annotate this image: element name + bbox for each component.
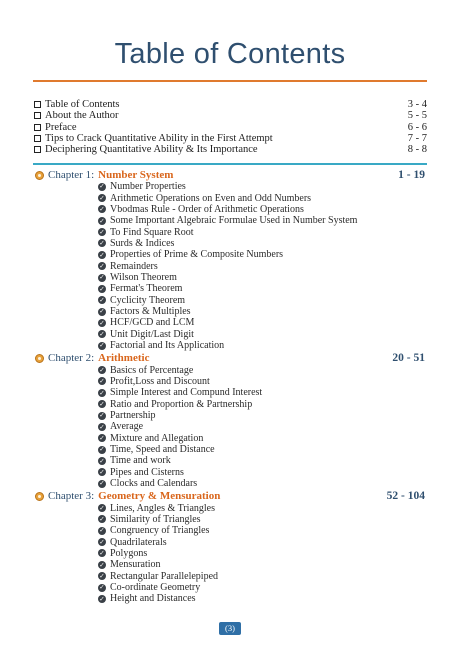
check-icon: ✓ bbox=[99, 594, 105, 603]
topic-item[interactable] bbox=[35, 317, 425, 328]
topic-label: Basics of Percentage bbox=[110, 364, 194, 376]
chapter-1-heading[interactable] bbox=[35, 168, 425, 182]
topic-label: Properties of Prime & Composite Numbers bbox=[110, 249, 284, 261]
topic-item[interactable] bbox=[35, 272, 425, 283]
topic-label: Arithmetic Operations on Even and Odd Numbers bbox=[110, 192, 312, 204]
topic-item[interactable] bbox=[35, 295, 425, 306]
topic-label: Similarity of Triangles bbox=[110, 513, 201, 525]
check-icon: ✓ bbox=[99, 330, 105, 339]
check-icon: ✓ bbox=[99, 560, 105, 569]
checkbox-icon bbox=[34, 101, 41, 108]
topic-label: Mixture and Allegation bbox=[110, 432, 204, 444]
check-icon: ✓ bbox=[99, 307, 105, 316]
checkbox-icon bbox=[34, 112, 41, 119]
topic-label: Height and Distances bbox=[110, 593, 196, 605]
check-icon: ✓ bbox=[99, 296, 105, 305]
chapter-pages: 1 - 19 bbox=[398, 169, 425, 181]
check-icon: ✓ bbox=[99, 250, 105, 259]
topic-item[interactable] bbox=[35, 181, 425, 192]
check-icon: ✓ bbox=[99, 422, 105, 431]
check-icon: ✓ bbox=[99, 239, 105, 248]
front-matter-item[interactable] bbox=[34, 144, 427, 155]
topic-label: Polygons bbox=[110, 547, 148, 559]
chapter-pages: 52 - 104 bbox=[386, 490, 425, 503]
topic-item[interactable] bbox=[35, 376, 425, 387]
check-icon: ✓ bbox=[99, 377, 105, 386]
topic-item[interactable] bbox=[35, 340, 425, 351]
page-title: Table of Contents bbox=[114, 38, 346, 70]
topic-label: Factorial and Its Application bbox=[110, 340, 225, 352]
topic-item[interactable] bbox=[35, 226, 425, 237]
chapter-label: Chapter 2: bbox=[48, 352, 95, 365]
check-icon: ✓ bbox=[99, 526, 105, 535]
topic-item[interactable] bbox=[35, 593, 425, 604]
topic-label: HCF/GCD and LCM bbox=[110, 317, 195, 329]
topic-label: Vbodmas Rule - Order of Arithmetic Operations bbox=[110, 203, 304, 215]
check-icon: ✓ bbox=[99, 261, 105, 270]
topic-item[interactable] bbox=[35, 249, 425, 260]
front-matter-label: Tips to Crack Quantitative Ability in the First Attempt bbox=[45, 133, 273, 145]
topic-item[interactable] bbox=[35, 238, 425, 249]
chapter-label: Chapter 1: bbox=[48, 169, 95, 181]
check-icon: ✓ bbox=[99, 468, 105, 477]
chapter-label: Chapter 3: bbox=[48, 490, 95, 503]
check-icon: ✓ bbox=[99, 445, 105, 454]
chapter-bullet-icon bbox=[35, 171, 44, 180]
topic-label: Lines, Angles & Triangles bbox=[110, 502, 216, 514]
front-matter-label: Table of Contents bbox=[45, 99, 120, 111]
check-icon: ✓ bbox=[99, 227, 105, 236]
checkbox-icon bbox=[34, 146, 41, 153]
chapter-pages: 20 - 51 bbox=[392, 352, 425, 365]
topic-label: Average bbox=[110, 421, 144, 433]
topic-item[interactable] bbox=[35, 204, 425, 215]
front-matter-item[interactable] bbox=[34, 110, 427, 121]
topic-item[interactable] bbox=[35, 502, 425, 513]
topic-label: Cyclicity Theorem bbox=[110, 294, 186, 306]
title-underline bbox=[33, 80, 427, 82]
check-icon: ✓ bbox=[99, 456, 105, 465]
topic-label: Wilson Theorem bbox=[110, 272, 177, 284]
front-matter-pages: 7 - 7 bbox=[407, 133, 427, 145]
check-icon: ✓ bbox=[99, 515, 105, 524]
topic-label: Simple Interest and Compund Interest bbox=[110, 387, 263, 399]
topic-item[interactable] bbox=[35, 514, 425, 525]
check-icon: ✓ bbox=[99, 411, 105, 420]
check-icon: ✓ bbox=[99, 571, 105, 580]
front-matter-item[interactable] bbox=[34, 99, 427, 110]
check-icon: ✓ bbox=[99, 182, 105, 191]
topic-item[interactable] bbox=[35, 444, 425, 455]
topic-item[interactable] bbox=[35, 536, 425, 547]
topic-item[interactable] bbox=[35, 261, 425, 272]
check-icon: ✓ bbox=[99, 479, 105, 488]
chapter-title: Geometry & Mensuration bbox=[98, 490, 221, 503]
topic-item[interactable] bbox=[35, 410, 425, 421]
front-matter-label: Preface bbox=[45, 121, 77, 133]
topic-label: Fermat's Theorem bbox=[110, 283, 183, 295]
topic-item[interactable] bbox=[35, 306, 425, 317]
front-matter-item[interactable] bbox=[34, 122, 427, 133]
check-icon: ✓ bbox=[99, 273, 105, 282]
check-icon: ✓ bbox=[99, 318, 105, 327]
topic-item[interactable] bbox=[35, 467, 425, 478]
front-matter-pages: 8 - 8 bbox=[407, 144, 427, 156]
topic-label: Some Important Algebraic Formulae Used in Number System bbox=[110, 215, 358, 227]
topic-label: Remainders bbox=[110, 260, 158, 272]
check-icon: ✓ bbox=[99, 193, 105, 202]
topic-item[interactable] bbox=[35, 478, 425, 489]
check-icon: ✓ bbox=[99, 503, 105, 512]
front-matter-item[interactable] bbox=[34, 133, 427, 144]
topic-item[interactable] bbox=[35, 455, 425, 466]
section-divider bbox=[33, 163, 427, 165]
topic-item[interactable] bbox=[35, 192, 425, 203]
check-icon: ✓ bbox=[99, 365, 105, 374]
topic-label: Quadrilaterals bbox=[110, 536, 167, 548]
check-icon: ✓ bbox=[99, 388, 105, 397]
topic-item[interactable] bbox=[35, 582, 425, 593]
topic-label: Mensuration bbox=[110, 559, 161, 571]
front-matter-label: About the Author bbox=[45, 110, 119, 122]
chapter-bullet-icon bbox=[35, 492, 44, 501]
topic-label: Unit Digit/Last Digit bbox=[110, 328, 194, 340]
topic-label: Ratio and Proportion & Partnership bbox=[110, 398, 253, 410]
topic-item[interactable] bbox=[35, 387, 425, 398]
check-icon: ✓ bbox=[99, 205, 105, 214]
topic-item[interactable] bbox=[35, 433, 425, 444]
chapter-title: Number System bbox=[98, 169, 174, 181]
topic-item[interactable] bbox=[35, 398, 425, 409]
chapter-title: Arithmetic bbox=[98, 352, 150, 365]
topic-label: Co-ordinate Geometry bbox=[110, 582, 201, 594]
topic-item[interactable] bbox=[35, 215, 425, 226]
check-icon: ✓ bbox=[99, 433, 105, 442]
front-matter-pages: 5 - 5 bbox=[407, 110, 427, 122]
topic-item[interactable] bbox=[35, 559, 425, 570]
topic-label: Partnership bbox=[110, 410, 156, 421]
topic-label: Profit,Loss and Discount bbox=[110, 375, 210, 387]
checkbox-icon bbox=[34, 124, 41, 131]
check-icon: ✓ bbox=[99, 537, 105, 546]
topic-item[interactable] bbox=[35, 329, 425, 340]
topic-label: To Find Square Root bbox=[110, 226, 194, 238]
front-matter-list bbox=[34, 99, 427, 155]
topic-item[interactable] bbox=[35, 571, 425, 582]
chapter-3-heading[interactable] bbox=[35, 489, 425, 503]
topic-item[interactable] bbox=[35, 525, 425, 536]
check-icon: ✓ bbox=[99, 583, 105, 592]
topic-label: Number Properties bbox=[110, 181, 186, 193]
topic-item[interactable] bbox=[35, 548, 425, 559]
topic-label: Time, Speed and Distance bbox=[110, 444, 215, 456]
chapter-list bbox=[35, 168, 425, 605]
topic-label: Rectangular Parallelepiped bbox=[110, 570, 219, 582]
topic-label: Surds & Indices bbox=[110, 237, 175, 249]
check-icon: ✓ bbox=[99, 399, 105, 408]
topic-label: Time and work bbox=[110, 455, 171, 467]
page-number: (3) bbox=[219, 622, 241, 635]
chapter-bullet-icon bbox=[35, 354, 44, 363]
check-icon: ✓ bbox=[99, 549, 105, 558]
checkbox-icon bbox=[34, 135, 41, 142]
front-matter-pages: 6 - 6 bbox=[407, 121, 427, 133]
topic-item[interactable] bbox=[35, 364, 425, 375]
topic-label: Factors & Multiples bbox=[110, 306, 191, 318]
check-icon: ✓ bbox=[99, 216, 105, 225]
topic-item[interactable] bbox=[35, 421, 425, 432]
front-matter-label: Deciphering Quantitative Ability & Its Importance bbox=[45, 144, 258, 156]
topic-item[interactable] bbox=[35, 283, 425, 294]
topic-label: Pipes and Cisterns bbox=[110, 466, 184, 478]
topic-label: Congruency of Triangles bbox=[110, 525, 210, 537]
chapter-2-heading[interactable] bbox=[35, 351, 425, 365]
check-icon: ✓ bbox=[99, 341, 105, 350]
check-icon: ✓ bbox=[99, 284, 105, 293]
topic-label: Clocks and Calendars bbox=[110, 478, 198, 490]
front-matter-pages: 3 - 4 bbox=[407, 99, 427, 111]
